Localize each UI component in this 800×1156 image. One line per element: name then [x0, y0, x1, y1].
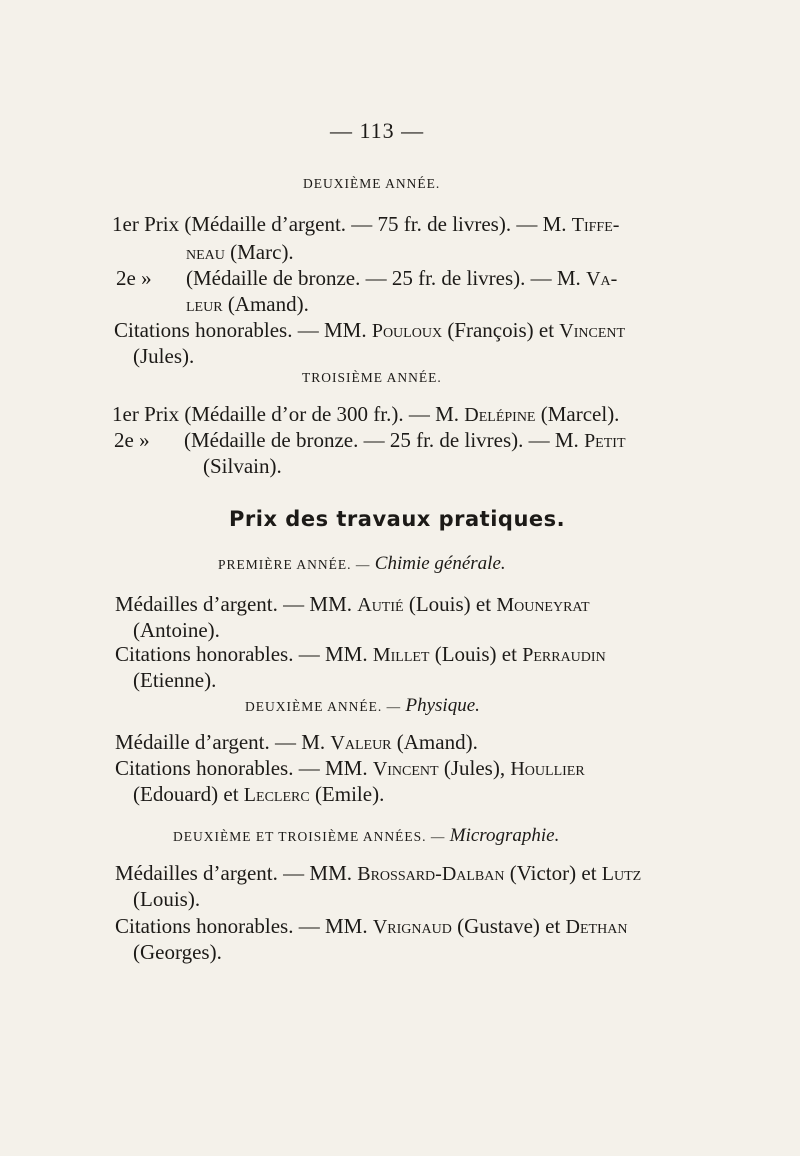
medailles-entry: [115, 861, 641, 886]
subsection-year: PREMIÈRE ANNÉE. —: [218, 557, 375, 572]
citations-entry: [115, 642, 606, 667]
page-number: — 113 —: [330, 118, 425, 143]
citations-continuation: [133, 782, 384, 807]
citations-label: Citations honorables. — MM.: [115, 642, 373, 666]
medaille-entry: [115, 730, 478, 755]
laureate-name: Vrignaud: [372, 916, 452, 938]
laureate-name: Perraudin: [522, 644, 606, 666]
subsection-heading-micrographie: [173, 822, 559, 847]
subsection-heading-chimie: [218, 550, 506, 575]
prix-text: (Médaille de bronze. — 25 fr. de livres). — M.: [186, 266, 587, 290]
laureate-name: Leclerc: [243, 784, 310, 806]
laureate-name: Brossard-Dalban: [357, 863, 505, 885]
citations-entry: [115, 914, 627, 939]
prix1-continuation: [186, 240, 294, 265]
laureate-name: leur: [186, 294, 223, 316]
prix-text: (Médaille de bronze. — 25 fr. de livres). — M.: [184, 428, 585, 452]
laureate-name: Vincent: [559, 320, 626, 342]
laureate-name: Houllier: [510, 758, 585, 780]
medailles-continuation: (Antoine).: [133, 618, 220, 642]
prix1-entry: [112, 402, 619, 427]
laureate-name: Lutz: [601, 863, 642, 885]
laureate-name: Millet: [372, 644, 430, 666]
laureate-name: Dethan: [565, 916, 628, 938]
prix1-entry: [112, 212, 619, 237]
prix-text: (Médaille d’argent. — 75 fr. de livres). — M.: [184, 212, 572, 236]
citations-label: Citations honorables. — MM.: [114, 318, 372, 342]
medailles-continuation: (Louis).: [133, 887, 201, 911]
laureate-firstname: (Marc).: [224, 240, 294, 264]
prix-label: 1er Prix: [112, 212, 180, 236]
laureate-name: Pouloux: [371, 320, 443, 342]
medailles-label: Médailles d’argent. — MM.: [115, 861, 358, 885]
subsection-subject: Micrographie.: [449, 825, 560, 846]
citations-label: Citations honorables. — MM.: [115, 756, 373, 780]
prix2-label: 2e »: [114, 428, 150, 452]
laureate-name: Delépine: [464, 404, 536, 426]
citations-mid: (Jules),: [438, 756, 511, 780]
laureate-name: Autié: [357, 594, 404, 616]
laureate-firstname: (Amand).: [222, 292, 309, 316]
prix2-continuation: (Silvain).: [203, 454, 282, 478]
laureate-name: Tiffe-: [571, 214, 620, 236]
subsection-year: DEUXIÈME ANNÉE. —: [245, 699, 406, 714]
prix-text: (Médaille d’or de 300 fr.). — M.: [184, 402, 465, 426]
subsection-year: DEUXIÈME ET TROISIÈME ANNÉES. —: [173, 829, 450, 844]
medailles-entry: [115, 592, 590, 617]
citations-cont-text: (Emile).: [309, 782, 385, 806]
citations-label: Citations honorables. — MM.: [115, 914, 373, 938]
citations-mid: (Gustave) et: [451, 914, 566, 938]
medailles-mid: (Victor) et: [504, 861, 602, 885]
prix2-label: 2e »: [116, 266, 152, 290]
medailles-mid: (Louis) et: [403, 592, 497, 616]
section-heading-deuxieme-annee: DEUXIÈME ANNÉE.: [303, 176, 441, 191]
medaille-label: Médaille d’argent. — M.: [115, 730, 331, 754]
citations-mid: (François) et: [442, 318, 560, 342]
section-heading-troisieme-annee: TROISIÈME ANNÉE.: [302, 370, 442, 385]
subsection-heading-physique: [245, 692, 480, 717]
laureate-name: neau: [186, 242, 225, 264]
laureate-name: Va-: [586, 268, 618, 290]
prix-label: 1er Prix: [112, 402, 180, 426]
laureate-name: Petit: [584, 430, 626, 452]
subsection-subject: Chimie générale.: [374, 553, 506, 574]
prix2-entry: [184, 428, 626, 453]
citations-entry: [114, 318, 625, 343]
citations-mid: (Louis) et: [429, 642, 523, 666]
laureate-firstname: (Amand).: [391, 730, 478, 754]
prix2-entry: [186, 266, 617, 291]
citations-continuation: (Georges).: [133, 940, 222, 964]
laureate-firstname: (Marcel).: [535, 402, 620, 426]
prix2-continuation: [186, 292, 309, 317]
laureate-name: Valeur: [330, 732, 392, 754]
laureate-name: Mouneyrat: [496, 594, 590, 616]
citations-continuation: (Jules).: [133, 344, 195, 368]
citations-entry: [115, 756, 585, 781]
subsection-subject: Physique.: [405, 695, 480, 716]
laureate-name: Vincent: [372, 758, 439, 780]
section-title: Prix des travaux pratiques.: [229, 507, 566, 531]
citations-cont-text: (Edouard) et: [133, 782, 244, 806]
citations-continuation: (Etienne).: [133, 668, 217, 692]
medailles-label: Médailles d’argent. — MM.: [115, 592, 358, 616]
